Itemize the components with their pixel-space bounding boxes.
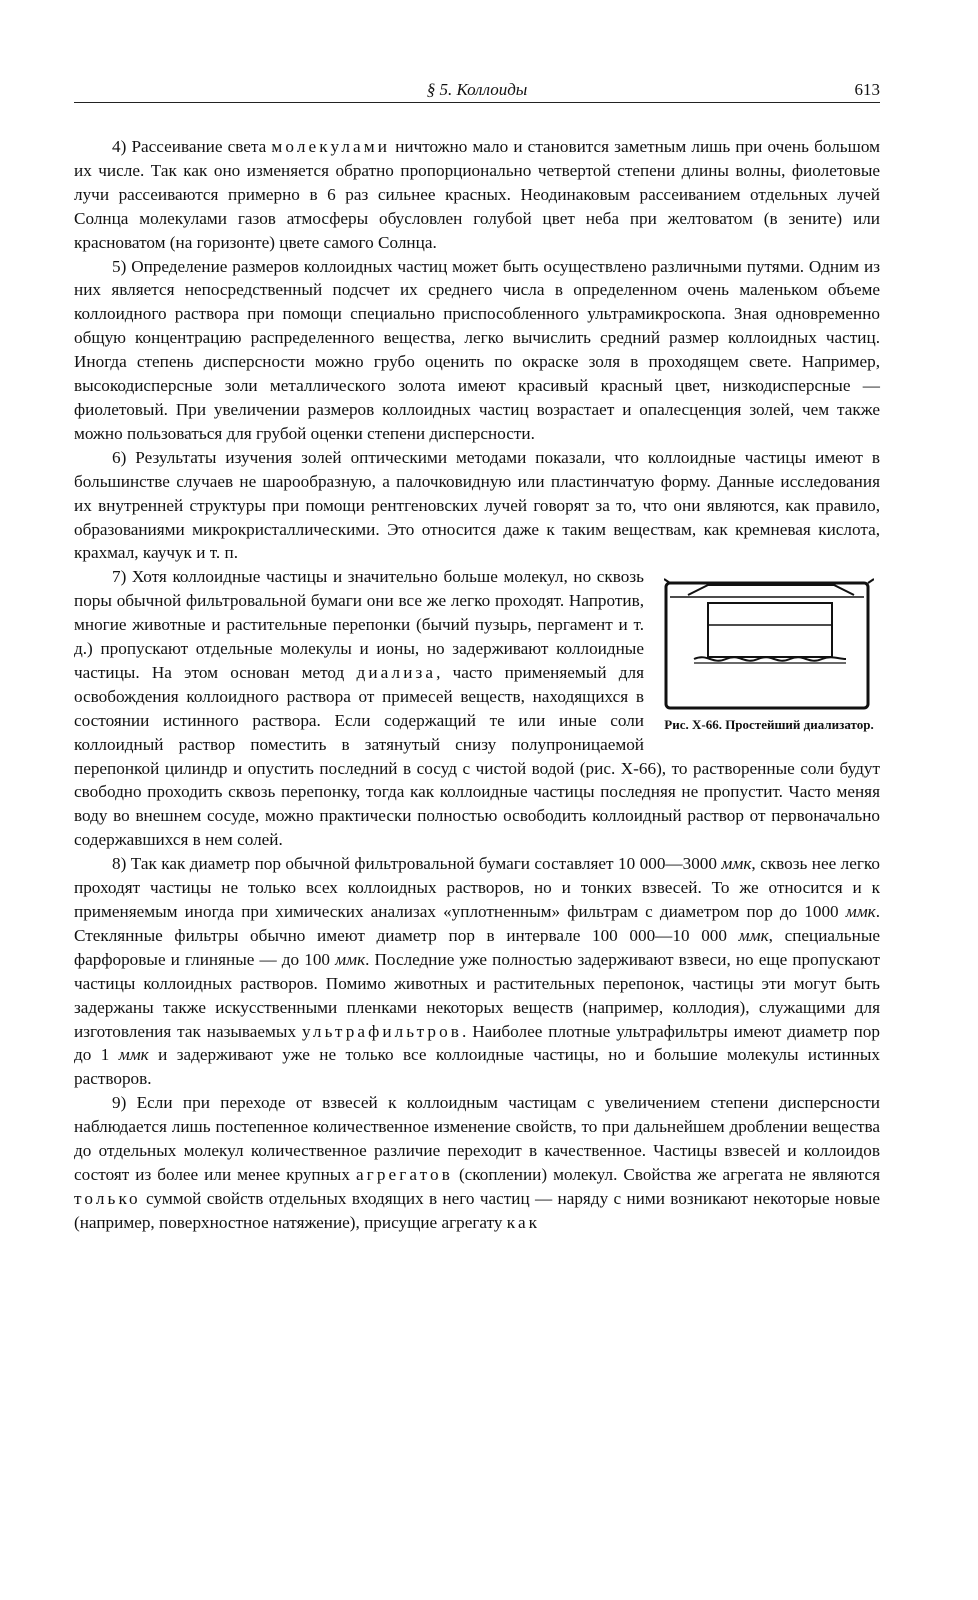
text-run: (скоплении) молекул. Свойства же агрегата не являются [452, 1164, 880, 1184]
outer-vessel [666, 583, 868, 708]
text-run: . Стеклянные фильтры обычно имеют диаметр пор в интервале 100 000—10 000 [74, 902, 880, 945]
paragraph-5: 5) Определение размеров коллоидных частиц может быть осуществлено различными путями. Одним из них является непосредственный подсчет их среднего числа в определенном очень маленьком объеме коллоидного раствора при помощи специально приспособленного ультрамикроскопа. Зная одновременно общую концентрацию распределенного вещества, легко вычислить средний размер коллоидных частиц. Иногда степень дисперсности можно грубо оценить по окраске золя в проходящем свете. Например, высокодисперсные золи металлического золота имеют красивый красный цвет, низкодисперсные — фиолетовый. При увеличении размеров коллоидных частиц возрастает и опалесценция золей, чем также можно пользоваться для грубой оценки степени дисперсности. [74, 256, 880, 443]
text-run: ничтожно мало и становится заметным лишь при очень большом их числе. Так как оно изменяется обратно пропорционально четвертой степени длины волны, фиолетовые лучи рассеиваются примерно в 6 раз сильнее красных. Неодинаковым рассеиванием отдельных лучей Солнца молекулами газов атмосферы обусловлен голубой цвет неба при желтоватом (в зените) или красноватом (на горизонте) цвете самого Солнца. [74, 137, 880, 252]
emphasis-text: агрегатов [355, 1164, 453, 1184]
emphasis-text: только [74, 1188, 141, 1208]
text-run: . Последние уже полностью задерживают взвеси, но еще пропускают частицы коллоидных растворов. Помимо животных и растительных перепонок, частицы эти могут быть задержаны также искусственными пленками некоторых веществ (например, коллодия), служащими для изготовления так называемых [74, 949, 880, 1041]
page-number: 613 [854, 80, 880, 99]
emphasis-text: молекулами [271, 137, 391, 156]
text-run: . Наиболее плотные ультрафильтры имеют диаметр пор до 1 [74, 1021, 880, 1065]
text-run: 8) Так как диаметр пор обычной фильтровальной бумаги составляет 10 000—3000 [112, 854, 722, 874]
support-bar [688, 585, 854, 595]
page [74, 76, 880, 1235]
text-run: и задерживают уже не только все коллоидные частицы, но и большие молекулы истинных растворов. [74, 1045, 880, 1089]
emphasis-text: диализа [356, 662, 437, 682]
text-run: , часто применяемый для освобождения коллоидного раствора от примесей веществ, находящихся в состоянии истинного раствора. Если содержащий те или иные соли коллоидный раствор поместить в затянутый снизу полупроницаемой перепонкой цилиндр и опустить последний в сосуд с чистой водой (рис. Х-66), то растворенные соли будут свободно проходить сквозь перепонку, тогда как коллоидные частицы последняя не пропустит. Часто меняя воду во внешнем сосуде, можно практически полностью освободить коллоидный раствор от первоначально содержавшихся в нем солей. [74, 662, 880, 850]
emphasis-text: ультрафильтров [301, 1021, 462, 1041]
unit-text: ммк [721, 854, 752, 874]
unit-text: ммк [118, 1045, 149, 1065]
text-run: 9) Если при переходе от взвесей к коллоидным частицам с увеличением степени дисперсности наблюдается лишь постепенное количественное изменение свойств, то при дальнейшем дроблении вещества до отдельных молекул количественное различие переходит в качественное. Частицы взвесей и коллоидов состоят из более или менее крупных [74, 1093, 880, 1184]
section-title: § 5. Коллоиды [426, 80, 528, 99]
emphasis-text: как [506, 1212, 541, 1232]
paragraph-8 [74, 852, 880, 1091]
paragraph-4 [74, 135, 880, 255]
text-run: 7) Хотя коллоидные частицы и значительно больше молекул, но сквозь поры обычной фильтровальной бумаги они все же легко проходят. Напротив, многие животные и растительные перепонки (бычий пузырь, пергамент и т. д.) пропускают отдельные молекулы и ионы, но задерживают коллоидные частицы. На этом основан метод [74, 567, 644, 682]
unit-text: ммк [845, 902, 876, 921]
text-run: суммой свойств отдельных входящих в него частиц — наряду с ними возникают некоторые новые (например, поверхностное натяжение), присущие агрегату [74, 1188, 880, 1232]
unit-text: ммк [335, 949, 366, 969]
dialyzer-illustration [664, 573, 874, 711]
text-run: 4) Рассеивание света [112, 137, 272, 156]
text-run: 6) Результаты изучения золей оптическими методами показали, что коллоидные частицы имеют в большинстве случаев не шарообразную, а палочковидную или пластинчатую форму. Данные исследования их внутренней структуры при помощи рентгеновских лучей говорят за то, что они являются, как правило, образованиями микрокристаллическими. Это относится даже к таким веществам, как кремневая кислота, крахмал, каучук и т. п. [74, 447, 880, 563]
text-run: , специальные фарфоровые и глиняные — до 100 [74, 925, 880, 969]
body-text [74, 135, 880, 1235]
inner-cylinder [708, 603, 832, 657]
figure-dialyzer [658, 573, 880, 733]
paragraph-9 [74, 1091, 880, 1234]
paragraph-6 [74, 446, 880, 566]
unit-text: ммк [738, 925, 769, 945]
text-run: , сквозь нее легко проходят частицы не только всех коллоидных растворов, но и тонких взвесей. То же относится и к применяемым иногда при химических анализах «уплотненным» фильтрам с диаметром пор до 1000 [74, 854, 881, 921]
running-header [74, 76, 880, 103]
figure-caption: Рис. Х-66. Простейший диализатор. [664, 717, 874, 733]
